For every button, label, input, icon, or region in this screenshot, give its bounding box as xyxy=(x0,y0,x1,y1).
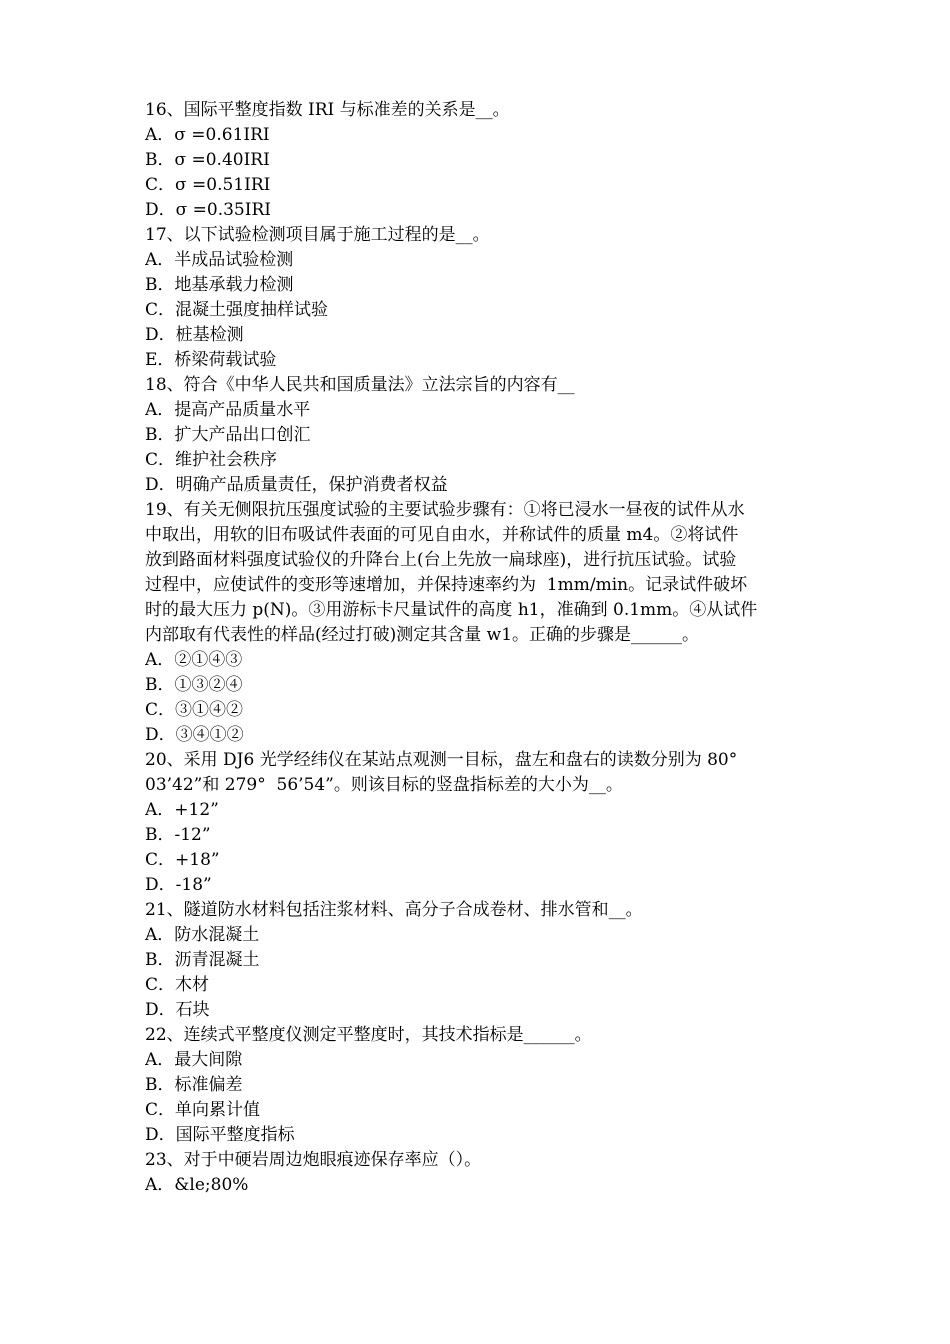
question-22 xyxy=(145,1023,810,1148)
option-c: C．维护社会秩序 xyxy=(145,450,278,470)
question-stem xyxy=(145,748,810,798)
question-stem: 22、连续式平整度仪测定平整度时，其技术指标是______。 xyxy=(145,1025,592,1045)
stem-line: 内部取有代表性的样品(经过打破)测定其含量 w1。正确的步骤是______。 xyxy=(145,625,700,645)
option-d: D．明确产品质量责任，保护消费者权益 xyxy=(145,475,448,495)
option-c: C．混凝土强度抽样试验 xyxy=(145,300,329,320)
option-d: D．③④①② xyxy=(145,725,244,745)
question-stem: 23、对于中硬岩周边炮眼痕迹保存率应（）。 xyxy=(145,1150,482,1170)
question-stem: 16、国际平整度指数 IRI 与标准差的关系是__。 xyxy=(145,100,510,120)
option-a: A．σ =0.61IRI xyxy=(145,125,270,145)
question-list xyxy=(145,98,810,1198)
option-c: C．③①④② xyxy=(145,700,244,720)
option-a: A．&le;80% xyxy=(145,1175,249,1195)
question-stem xyxy=(145,498,810,648)
stem-line: 03’42”和 279° 56’54”。则该目标的竖盘指标差的大小为__。 xyxy=(145,775,623,795)
option-b: B．标准偏差 xyxy=(145,1075,243,1095)
question-18 xyxy=(145,373,810,498)
question-23 xyxy=(145,1148,810,1198)
stem-line: 20、采用 DJ6 光学经纬仪在某站点观测一目标，盘左和盘右的读数分别为 80° xyxy=(145,750,738,770)
option-b: B．①③②④ xyxy=(145,675,243,695)
option-a: A．②①④③ xyxy=(145,650,243,670)
stem-line: 过程中，应使试件的变形等速增加，并保持速率约为 1mm/min。记录试件破坏 xyxy=(145,575,748,595)
option-b: B．扩大产品出口创汇 xyxy=(145,425,311,445)
option-c: C．+18” xyxy=(145,850,220,870)
option-b: B．地基承载力检测 xyxy=(145,275,294,295)
option-d: D．σ =0.35IRI xyxy=(145,200,271,220)
question-stem: 17、以下试验检测项目属于施工过程的是__。 xyxy=(145,225,490,245)
question-19 xyxy=(145,498,810,748)
option-c: C．单向累计值 xyxy=(145,1100,261,1120)
option-b: B．沥青混凝土 xyxy=(145,950,260,970)
stem-line: 时的最大压力 p(N)。③用游标卡尺量试件的高度 h1，准确到 0.1mm。④从试件 xyxy=(145,600,758,620)
question-17 xyxy=(145,223,810,373)
option-a: A．最大间隙 xyxy=(145,1050,243,1070)
option-a: A．半成品试验检测 xyxy=(145,250,294,270)
option-a: A．+12” xyxy=(145,800,219,820)
stem-line: 中取出，用软的旧布吸试件表面的可见自由水，并称试件的质量 m4。②将试件 xyxy=(145,525,739,545)
question-21 xyxy=(145,898,810,1023)
option-b: B．-12” xyxy=(145,825,211,845)
option-e: E．桥梁荷载试验 xyxy=(145,350,277,370)
question-stem: 18、符合《中华人民共和国质量法》立法宗旨的内容有__ xyxy=(145,375,575,395)
option-a: A．提高产品质量水平 xyxy=(145,400,311,420)
stem-line: 19、有关无侧限抗压强度试验的主要试验步骤有：①将已浸水一昼夜的试件从水 xyxy=(145,500,745,520)
stem-line: 放到路面材料强度试验仪的升降台上(台上先放一扁球座)，进行抗压试验。试验 xyxy=(145,550,737,570)
option-d: D．国际平整度指标 xyxy=(145,1125,295,1145)
option-a: A．防水混凝土 xyxy=(145,925,260,945)
question-20 xyxy=(145,748,810,898)
option-c: C．σ =0.51IRI xyxy=(145,175,271,195)
option-d: D．-18” xyxy=(145,875,212,895)
option-d: D．石块 xyxy=(145,1000,210,1020)
option-c: C．木材 xyxy=(145,975,210,995)
option-d: D．桩基检测 xyxy=(145,325,244,345)
option-b: B．σ =0.40IRI xyxy=(145,150,270,170)
question-stem: 21、隧道防水材料包括注浆材料、高分子合成卷材、排水管和__。 xyxy=(145,900,643,920)
question-16 xyxy=(145,98,810,223)
